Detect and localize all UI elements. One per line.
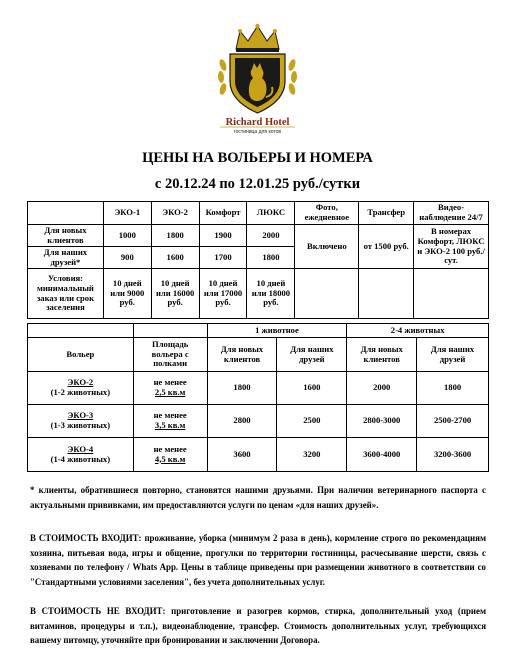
price-cell: 2800 <box>207 405 277 438</box>
header-photo: Фото, ежедневное <box>295 202 359 225</box>
price-cell: 1900 <box>199 225 247 247</box>
group-multi-animals: 2-4 животных <box>347 324 489 338</box>
enclosure-cell <box>28 438 134 472</box>
area-prefix: не менее <box>153 443 187 454</box>
header-comfort: Комфорт <box>199 202 247 225</box>
header-friends: Для наших друзей <box>277 338 347 372</box>
photo-cell: Включено <box>295 225 359 269</box>
price-cell: 2000 <box>247 225 295 247</box>
header-video: Видео-наблюдение 24/7 <box>414 202 489 225</box>
enclosure-capacity: (1-2 животных) <box>50 387 111 397</box>
header-eko1: ЭКО-1 <box>103 202 151 225</box>
header-friends: Для наших друзей <box>417 338 489 372</box>
enclosures-table <box>27 323 489 472</box>
enclosure-capacity: (1-3 животных) <box>50 420 111 430</box>
row-label-friends: Для наших друзей* <box>28 247 104 269</box>
price-cell: 900 <box>103 247 151 269</box>
not-included-paragraph: В СТОИМОСТЬ НЕ ВХОДИТ: приготовление и разогрев кормов, стирка, дополнительный уход (прием витаминов, процедуры и т.п.), видеонаблюдение, трансфер. Стоимость дополнительных услуг, требующихся вашему питомцу, уточняйте при бронировании и заключении Договора. <box>30 606 486 645</box>
price-cell: 1800 <box>247 247 295 269</box>
included-paragraph: В СТОИМОСТЬ ВХОДИТ: проживание, уборка (минимум 2 раза в день), кормление строго по рекомендациям хозяина, питьевая вода, игры и общение, прогулки по территории гостиницы, расчесывание шерсти, связь с хозяевами по телефону / Whats App. Цены в таблице приведены при размещении животного в соответствии со "Стандартными условиями заселения", без учета дополнительных услуг. <box>30 533 486 587</box>
condition-cell: 10 дней или 16000 руб. <box>151 269 199 319</box>
enclosure-name: ЭКО-2 <box>67 377 94 388</box>
area-cell <box>133 438 207 472</box>
area-value: 2,5 кв.м <box>154 387 186 397</box>
header-transfer: Трансфер <box>359 202 414 225</box>
condition-cell: 10 дней или 9000 руб. <box>103 269 151 319</box>
price-cell: 2800-3000 <box>347 405 417 438</box>
table-row <box>28 225 489 247</box>
table-row <box>28 405 489 438</box>
price-cell: 1800 <box>417 372 489 405</box>
table-row <box>28 269 489 319</box>
table-row <box>28 372 489 405</box>
friends-footnote: * клиенты, обратившиеся повторно, становятся нашими друзьями. При наличии ветеринарного паспорта с актуальными прививками, им предоставляются услуги по ценам «для наших друзей». <box>30 485 486 510</box>
enclosure-name: ЭКО-3 <box>67 410 94 421</box>
page-subtitle: с 20.12.24 по 12.01.25 руб./сутки <box>154 176 361 192</box>
area-cell <box>133 372 207 405</box>
area-prefix: не менее <box>153 410 187 421</box>
row-label-new: Для новых клиентов <box>28 225 104 247</box>
price-cell: 1600 <box>277 372 347 405</box>
group-empty <box>28 324 134 338</box>
header-new-clients: Для новых клиентов <box>347 338 417 372</box>
enclosure-cell <box>28 405 134 438</box>
area-prefix: не менее <box>153 377 187 388</box>
table-header-row <box>28 202 489 225</box>
price-cell: 1700 <box>199 247 247 269</box>
logo-name: Richard Hotel <box>225 117 290 128</box>
row-label-conditions: Условия: минимальный заказ или срок заселения <box>28 269 104 319</box>
price-cell: 3600 <box>207 438 277 472</box>
condition-cell: 10 дней или 17000 руб. <box>199 269 247 319</box>
enclosure-capacity: (1-4 животных) <box>50 453 111 464</box>
header-area: Площадь вольера с полками <box>133 338 207 372</box>
enclosure-cell <box>28 372 134 405</box>
price-cell: 3600-4000 <box>347 438 417 472</box>
price-cell: 2500 <box>277 405 347 438</box>
header-empty <box>28 202 104 225</box>
price-cell: 1800 <box>151 225 199 247</box>
table-header-row <box>28 338 489 372</box>
logo-tagline: гостиница для котов <box>233 129 282 134</box>
page-title: ЦЕНЫ НА ВОЛЬЕРЫ И НОМЕРА <box>142 150 373 166</box>
group-one-animal: 1 животное <box>207 324 347 338</box>
area-cell <box>133 405 207 438</box>
area-value: 3,5 кв.м <box>154 420 186 430</box>
header-new-clients: Для новых клиентов <box>207 338 277 372</box>
table-row <box>28 438 489 472</box>
empty-cell <box>414 269 489 319</box>
price-cell: 2500-2700 <box>417 405 489 438</box>
price-cell: 1800 <box>207 372 277 405</box>
price-cell: 3200-3600 <box>417 438 489 472</box>
condition-cell: 10 дней или 18000 руб. <box>247 269 295 319</box>
empty-cell <box>359 269 414 319</box>
prices-table <box>27 201 489 319</box>
table-group-row <box>28 324 489 338</box>
price-cell: 1000 <box>103 225 151 247</box>
area-value: 4,5 кв.м <box>154 453 186 464</box>
transfer-cell: от 1500 руб. <box>359 225 414 269</box>
empty-cell <box>295 269 359 319</box>
crown-icon <box>236 24 279 52</box>
header-lux: ЛЮКС <box>247 202 295 225</box>
price-cell: 3200 <box>277 438 347 472</box>
header-eko2: ЭКО-2 <box>151 202 199 225</box>
price-cell: 2000 <box>347 372 417 405</box>
enclosure-name: ЭКО-4 <box>67 443 94 454</box>
group-empty <box>133 324 207 338</box>
richard-hotel-logo <box>208 21 307 134</box>
price-cell: 1600 <box>151 247 199 269</box>
video-cell: В номерах Комфорт, ЛЮКС и ЭКО-2 100 руб./сут. <box>414 225 489 269</box>
header-enclosure: Вольер <box>28 338 134 372</box>
